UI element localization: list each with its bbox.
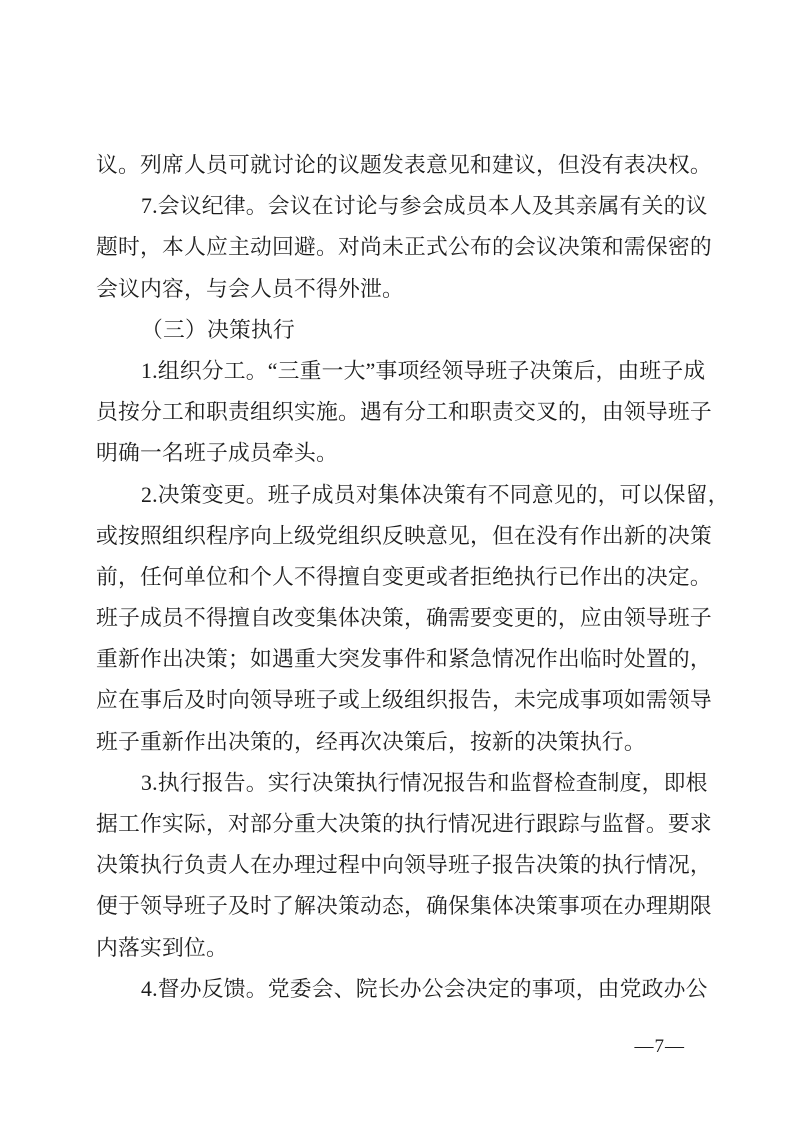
text-line: 7.会议纪律。会议在讨论与参会成员本人及其亲属有关的议 — [141, 194, 708, 219]
text-line: 班子成员不得擅自改变集体决策，确需要变更的，应由领导班子 — [96, 606, 712, 631]
text-line: 或按照组织程序向上级党组织反映意见，但在没有作出新的决策 — [96, 523, 712, 548]
text-line: 2.决策变更。班子成员对集体决策有不同意见的，可以保留， — [141, 482, 730, 507]
text-line: 会议内容，与会人员不得外泄。 — [96, 276, 404, 301]
text-line: 明确一名班子成员牵头。 — [96, 441, 338, 466]
text-line: 4.督办反馈。党委会、院长办公会决定的事项，由党政办公 — [141, 976, 708, 1001]
text-line: 便于领导班子及时了解决策动态，确保集体决策事项在办理期限 — [96, 894, 712, 919]
text-line: （三）决策执行 — [141, 317, 295, 342]
text-line: 题时，本人应主动回避。对尚未正式公布的会议决策和需保密的 — [96, 235, 712, 260]
text-line: 1.组织分工。“三重一大”事项经领导班子决策后，由班子成 — [141, 358, 706, 383]
text-line: 3.执行报告。实行决策执行情况报告和监督检查制度，即根 — [141, 770, 708, 795]
text-line: 员按分工和职责组织实施。遇有分工和职责交叉的，由领导班子 — [96, 400, 712, 425]
text-line: 应在事后及时向领导班子或上级组织报告，未完成事项如需领导 — [96, 688, 712, 713]
document-body-text — [96, 145, 730, 1010]
text-line: 内落实到位。 — [96, 935, 228, 960]
page-number: —7— — [634, 1036, 685, 1057]
text-line: 前，任何单位和个人不得擅自变更或者拒绝执行已作出的决定。 — [96, 564, 712, 589]
text-line: 班子重新作出决策的，经再次决策后，按新的决策执行。 — [96, 729, 646, 754]
text-line: 据工作实际，对部分重大决策的执行情况进行跟踪与监督。要求 — [96, 812, 712, 836]
text-line: 重新作出决策；如遇重大突发事件和紧急情况作出临时处置的， — [96, 647, 712, 672]
text-line: 决策执行负责人在办理过程中向领导班子报告决策的执行情况， — [96, 853, 712, 878]
text-line: 议。列席人员可就讨论的议题发表意见和建议，但没有表决权。 — [96, 153, 712, 177]
